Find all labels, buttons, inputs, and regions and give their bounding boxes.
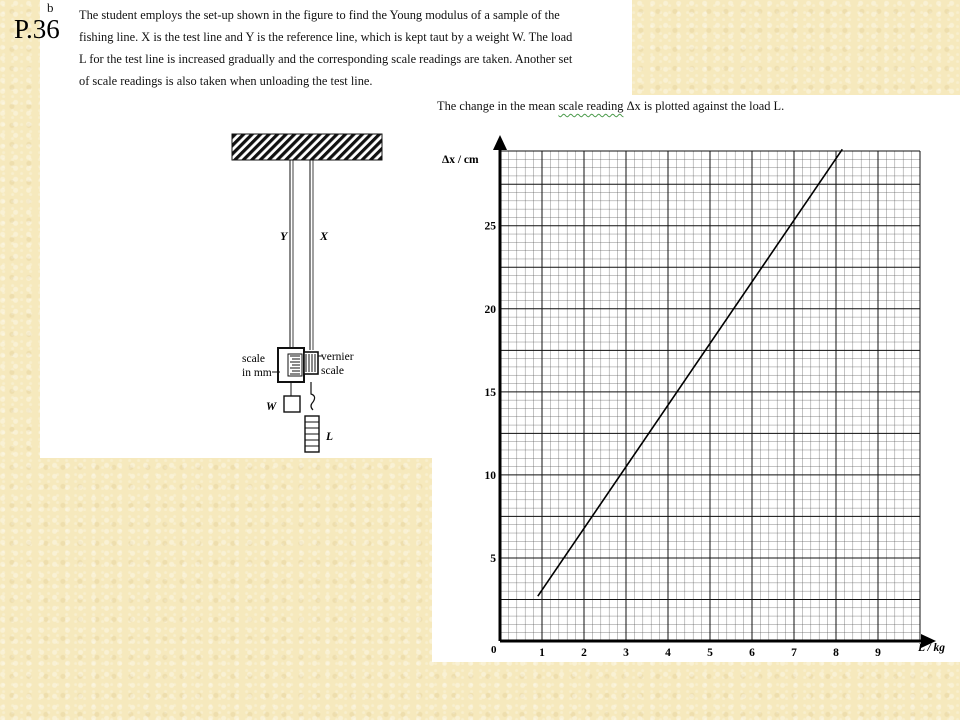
chart-grid-major [500,151,920,641]
caption-end: Δx is plotted against the load L. [623,99,785,113]
part-marker: b [47,0,54,15]
y-tick-label: 20 [484,303,496,316]
scale-label-units: in mm [242,367,272,379]
x-tick-label: 5 [707,647,713,659]
weight-w [284,396,300,412]
label-w: W [266,401,277,413]
caption-start: The change in the mean [437,99,559,113]
apparatus-diagram [40,98,432,458]
y-axis-arrow [493,135,507,150]
problem-text-line: L for the test line is increased gradually and the corresponding scale readings are taken. Another set [79,52,573,66]
x-tick-label: 3 [623,647,629,659]
x-tick-label: 7 [791,647,797,659]
chart [432,95,960,662]
label-x: X [320,229,329,243]
problem-text-line: fishing line. X is the test line and Y is the reference line, which is kept taut by a weight W. The load [79,30,573,44]
x-tick-label: 6 [749,647,755,659]
x-tick-label: 1 [539,647,545,659]
x-tick-label: 9 [875,647,881,659]
x-tick-label: 4 [665,647,671,659]
origin-label: 0 [491,644,497,656]
series-line [538,149,843,596]
slide-number: P.36 [14,14,60,44]
label-l: L [326,431,334,443]
vernier-scale [304,352,318,374]
scale-label: scale [242,353,265,365]
y-tick-label: 25 [484,220,496,233]
y-tick-label: 10 [484,469,496,482]
chart-tick-labels [485,221,882,659]
problem-text-line: The student employs the set-up shown in the figure to find the Young modulus of a sample of the [79,8,560,22]
x-tick-label: 2 [581,647,587,659]
y-tick-label: 5 [490,552,496,565]
vernier-label: vernier [321,351,354,363]
label-y: Y [280,229,288,243]
caption-highlight: scale reading [558,99,624,113]
x-tick-label: 8 [833,647,839,659]
problem-text-line: of scale readings is also taken when unloading the test line. [79,74,373,88]
y-axis-label: Δx / cm [442,154,479,166]
x-axis-label: L / kg [918,642,946,654]
problem-text [79,4,631,92]
ceiling-support [232,134,382,160]
chart-series [538,149,843,596]
load-l [305,416,319,452]
y-tick-label: 15 [484,386,496,399]
vernier-label-2: scale [321,365,344,377]
main-scale [278,348,304,382]
